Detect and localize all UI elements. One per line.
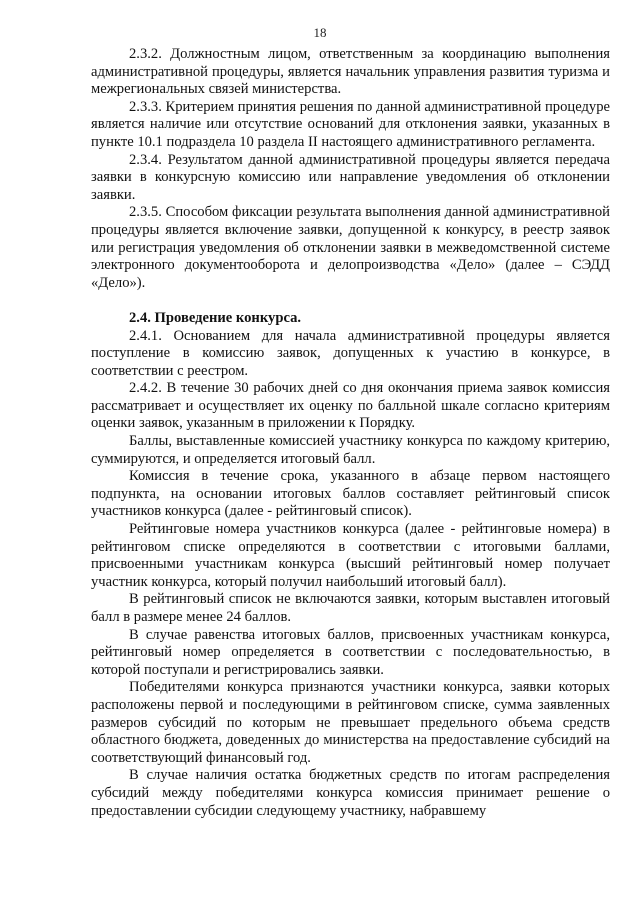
paragraph-scores: Баллы, выставленные комиссией участнику конкурса по каждому критерию, суммируются, и определяется итоговый балл. — [91, 433, 610, 467]
page-number: 18 — [313, 25, 327, 40]
paragraph-2-4-2: 2.4.2. В течение 30 рабочих дней со дня окончания приема заявок комиссия рассматривает и осуществляет их оценку по балльной шкале согласно критериям оценки заявок, указанным в приложении к Порядку. — [91, 380, 610, 432]
paragraph-winners: Победителями конкурса признаются участники конкурса, заявки которых расположены первой и последующими в рейтинговом списке, сумма заявленных размеров субсидий по которым не превышает предельного объема средств областного бюджета, доведенных до министерства на предоставление субсидий на соответствующий финансовый год. — [91, 679, 610, 766]
paragraph-exclusion: В рейтинговый список не включаются заявки, которым выставлен итоговый балл в размере менее 24 баллов. — [91, 591, 610, 625]
paragraph-2-3-5: 2.3.5. Способом фиксации результата выполнения данной административной процедуры является включение заявки, допущенной к конкурсу, в реестр заявок или регистрация уведомления об отклонении заявки в межведомственной системе электронного документооборота и делопроизводства «Дело» (далее – СЭДД «Дело»). — [91, 204, 610, 291]
paragraph-2-3-4: 2.3.4. Результатом данной административной процедуры является передача заявки в конкурсную комиссию или направление уведомления об отклонении заявки. — [91, 151, 610, 203]
paragraph-tie-break: В случае равенства итоговых баллов, присвоенных участникам конкурса, рейтинговый номер определяется в соответствии с последовательностью, в которой поступали и регистрировались заявки. — [91, 626, 610, 678]
paragraph-2-3-2: 2.3.2. Должностным лицом, ответственным за координацию выполнения административной процедуры, является начальник управления развития туризма и межрегиональных связей министерства. — [91, 46, 610, 98]
paragraph-remaining-funds: В случае наличия остатка бюджетных средств по итогам распределения субсидий между победителями конкурса комиссия принимает решение о предоставлении субсидии следующему участнику, набравшему — [91, 767, 610, 819]
paragraph-rating-list: Комиссия в течение срока, указанного в абзаце первом настоящего подпункта, на основании итоговых баллов составляет рейтинговый список участников конкурса (далее - рейтинговый список). — [91, 468, 610, 520]
paragraph-rating-numbers: Рейтинговые номера участников конкурса (далее - рейтинговые номера) в рейтинговом списке определяются в соответствии с итоговыми баллами, присвоенными участникам конкурса (высший рейтинговый номер получает участник конкурса, который получил наибольший итоговый балл). — [91, 521, 610, 590]
page-body — [91, 46, 610, 820]
paragraph-2-4-1: 2.4.1. Основанием для начала административной процедуры является поступление в комиссию заявок, допущенных к участию в конкурсе, в соответствии с реестром. — [91, 327, 610, 379]
section-heading: 2.4. Проведение конкурса. — [129, 309, 302, 326]
paragraph-2-3-3: 2.3.3. Критерием принятия решения по данной административной процедуре является наличие или отсутствие оснований для отклонения заявки, указанных в пункте 10.1 подраздела 10 раздела II настоящего административного регламента. — [91, 98, 610, 150]
